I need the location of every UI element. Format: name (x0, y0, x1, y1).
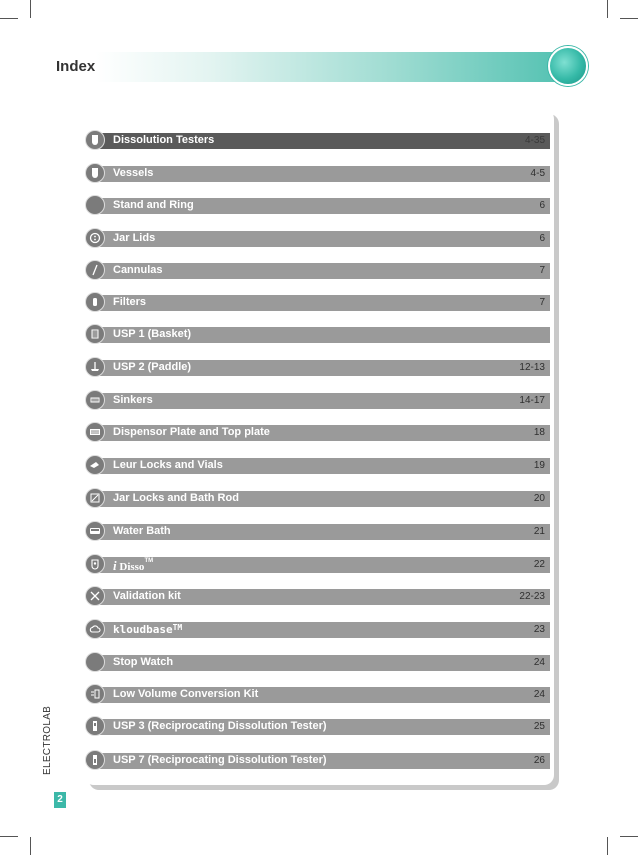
vial-icon (85, 455, 105, 475)
entry-page-range: 23 (533, 624, 545, 635)
page-number: 2 (54, 792, 66, 808)
vessel-icon (85, 163, 105, 183)
entry-page-range: 18 (533, 427, 545, 438)
entry-label: USP 7 (Reciprocating Dissolution Tester) (113, 754, 327, 766)
entry-page-range: 26 (533, 755, 545, 766)
entry-label (113, 623, 182, 636)
entry-label: USP 3 (Reciprocating Dissolution Tester) (113, 720, 327, 732)
index-entry[interactable] (85, 424, 550, 442)
entry-label: Water Bath (113, 525, 171, 537)
usp7-icon (85, 750, 105, 770)
entry-label: Low Volume Conversion Kit (113, 688, 259, 700)
entry-bar (95, 393, 550, 409)
entry-page-range: 20 (533, 493, 545, 504)
index-entry[interactable] (85, 326, 550, 344)
entry-label: Stand and Ring (113, 199, 194, 211)
index-entry[interactable] (85, 523, 550, 541)
index-entry[interactable] (85, 556, 550, 574)
crop-mark (0, 836, 18, 837)
tools-icon (85, 586, 105, 606)
entry-page-range: 14-17 (519, 395, 545, 406)
entry-bar (95, 557, 550, 573)
brand-disso-text: Disso (116, 561, 145, 573)
entry-page-range: 21 (533, 526, 545, 537)
entry-label (113, 558, 153, 574)
entry-bar (95, 263, 550, 279)
entry-label: Sinkers (113, 394, 153, 406)
entry-bar (95, 295, 550, 311)
index-entry[interactable] (85, 262, 550, 280)
usp3-icon (85, 716, 105, 736)
entry-page-range: 24 (533, 657, 545, 668)
header-circle-ornament (548, 46, 588, 86)
stopwatch-icon (85, 652, 105, 672)
crop-mark (620, 18, 638, 19)
entry-page-range: 4-35 (524, 135, 545, 146)
index-entry[interactable] (85, 165, 550, 183)
kloudbase-wordmark: kloudbase™ (113, 623, 183, 636)
entry-label: Leur Locks and Vials (113, 459, 223, 471)
crop-mark (607, 0, 608, 18)
crop-mark (30, 0, 31, 18)
index-entry[interactable] (85, 132, 550, 150)
index-entry[interactable] (85, 752, 550, 770)
vessel-icon (85, 130, 105, 150)
sinker-icon (85, 390, 105, 410)
entry-bar (95, 166, 550, 182)
index-entry[interactable] (85, 490, 550, 508)
index-entry[interactable] (85, 588, 550, 606)
index-entry[interactable] (85, 621, 550, 639)
entry-page-range: 22 (533, 559, 545, 570)
entry-label: Jar Locks and Bath Rod (113, 492, 239, 504)
entry-page-range: 19 (533, 460, 545, 471)
conversion-icon (85, 684, 105, 704)
trademark: TM (172, 623, 183, 632)
index-entry[interactable] (85, 359, 550, 377)
index-entry[interactable] (85, 654, 550, 672)
entry-page-range: 7 (539, 265, 545, 276)
entry-page-range: 25 (533, 721, 545, 732)
entry-page-range: 22-23 (519, 591, 545, 602)
paddle-icon (85, 357, 105, 377)
index-entry[interactable] (85, 392, 550, 410)
filter-icon (85, 292, 105, 312)
entry-page-range: 6 (539, 233, 545, 244)
crop-mark (620, 836, 638, 837)
index-entry[interactable] (85, 294, 550, 312)
entry-label: Filters (113, 296, 147, 308)
basket-icon (85, 324, 105, 344)
entry-label: USP 1 (Basket) (113, 328, 192, 340)
cannula-icon (85, 260, 105, 280)
crop-mark (607, 837, 608, 855)
entry-bar (95, 231, 550, 247)
jar-lid-icon (85, 228, 105, 248)
entry-label: Stop Watch (113, 656, 174, 668)
crop-mark (0, 18, 18, 19)
ring-icon (85, 195, 105, 215)
water-bath-icon (85, 521, 105, 541)
entry-label: Dissolution Testers (113, 134, 215, 146)
brand-name: ELECTROLAB (42, 705, 53, 775)
entry-label: Vessels (113, 167, 154, 179)
brand-i-mark: i (113, 558, 117, 573)
entry-label: Jar Lids (113, 232, 156, 244)
entry-label: Validation kit (113, 590, 181, 602)
entry-page-range: 4-5 (530, 168, 545, 179)
entry-label: Cannulas (113, 264, 163, 276)
entry-label: USP 2 (Paddle) (113, 361, 192, 373)
header-band (54, 52, 574, 82)
entry-page-range: 24 (533, 689, 545, 700)
index-entry[interactable] (85, 686, 550, 704)
trademark: TM (144, 558, 154, 564)
index-entry[interactable] (85, 457, 550, 475)
entry-label: Dispensor Plate and Top plate (113, 426, 270, 438)
index-entry[interactable] (85, 718, 550, 736)
index-entry[interactable] (85, 230, 550, 248)
plate-icon (85, 422, 105, 442)
page-title: Index (56, 58, 96, 75)
entry-page-range: 12-13 (519, 362, 545, 373)
entry-page-range: 6 (539, 200, 545, 211)
idisso-icon (85, 554, 105, 574)
cloud-icon (85, 619, 105, 639)
crop-mark (30, 837, 31, 855)
index-entry[interactable] (85, 197, 550, 215)
jar-lock-icon (85, 488, 105, 508)
entry-page-range: 7 (539, 297, 545, 308)
